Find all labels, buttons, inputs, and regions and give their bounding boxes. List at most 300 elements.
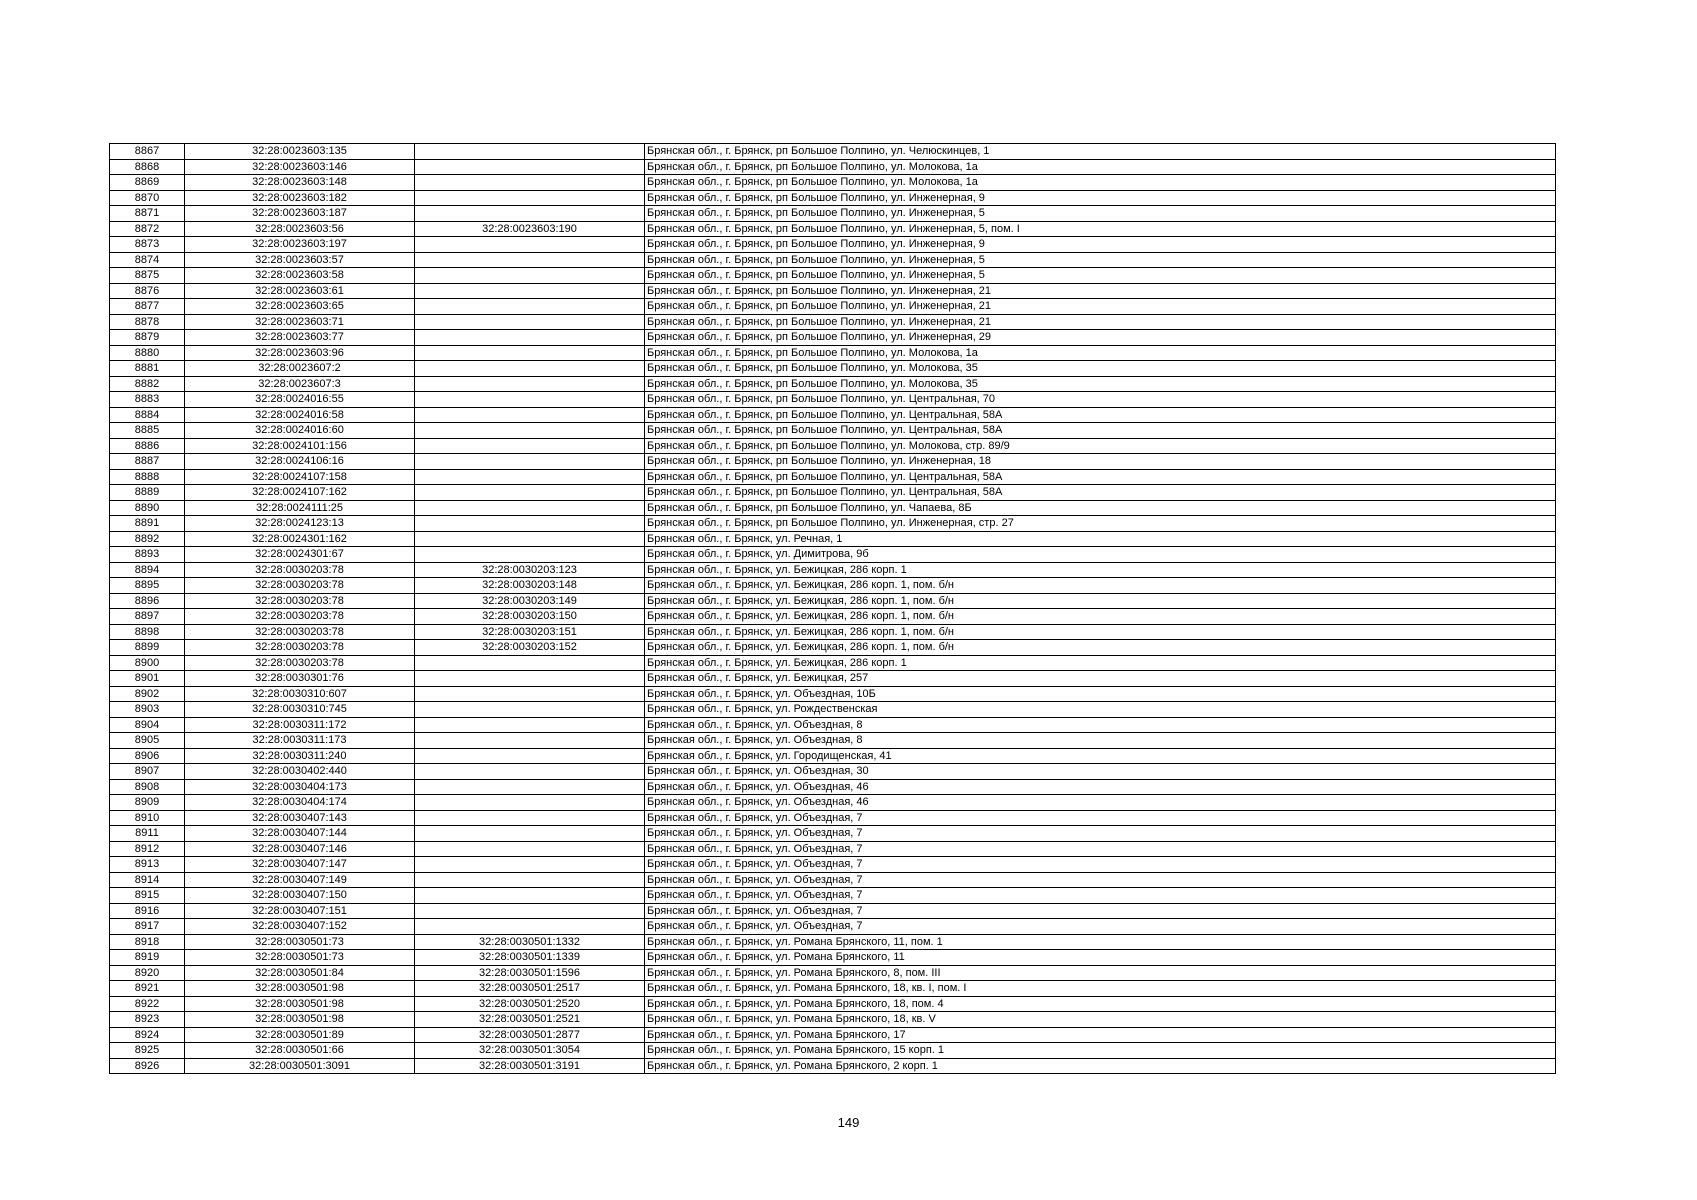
row-number-cell: 8897 [110,609,185,625]
table-row [110,1027,1556,1043]
table-row [110,903,1556,919]
related-cadastral-number-cell: 32:28:0030501:1332 [415,934,645,950]
row-number-cell: 8922 [110,996,185,1012]
cadastral-number-cell: 32:28:0030203:78 [185,578,415,594]
related-cadastral-number-cell [415,206,645,222]
address-cell: Брянская обл., г. Брянск, ул. Бежицкая, 286 корп. 1 [645,655,1556,671]
address-cell: Брянская обл., г. Брянск, ул. Бежицкая, 286 корп. 1, пом. б/н [645,578,1556,594]
table-row [110,283,1556,299]
cadastral-number-cell: 32:28:0030203:78 [185,609,415,625]
cadastral-number-cell: 32:28:0024107:158 [185,469,415,485]
address-cell: Брянская обл., г. Брянск, ул. Объездная, 46 [645,779,1556,795]
related-cadastral-number-cell [415,919,645,935]
related-cadastral-number-cell [415,717,645,733]
table-row [110,1043,1556,1059]
address-cell: Брянская обл., г. Брянск, рп Большое Полпино, ул. Инженерная, 29 [645,330,1556,346]
cadastral-number-cell: 32:28:0030407:146 [185,841,415,857]
table-row [110,500,1556,516]
row-number-cell: 8911 [110,826,185,842]
address-cell: Брянская обл., г. Брянск, ул. Объездная, 7 [645,857,1556,873]
row-number-cell: 8895 [110,578,185,594]
row-number-cell: 8918 [110,934,185,950]
related-cadastral-number-cell [415,872,645,888]
cadastral-number-cell: 32:28:0030407:143 [185,810,415,826]
cadastral-number-cell: 32:28:0023603:197 [185,237,415,253]
table-row [110,686,1556,702]
row-number-cell: 8875 [110,268,185,284]
related-cadastral-number-cell [415,268,645,284]
related-cadastral-number-cell [415,810,645,826]
address-cell: Брянская обл., г. Брянск, ул. Димитрова, 9б [645,547,1556,563]
address-cell: Брянская обл., г. Брянск, ул. Объездная, 46 [645,795,1556,811]
table-row [110,624,1556,640]
row-number-cell: 8874 [110,252,185,268]
address-cell: Брянская обл., г. Брянск, ул. Романа Брянского, 11, пом. 1 [645,934,1556,950]
table-row [110,485,1556,501]
address-cell: Брянская обл., г. Брянск, рп Большое Полпино, ул. Центральная, 58А [645,407,1556,423]
address-cell: Брянская обл., г. Брянск, рп Большое Полпино, ул. Инженерная, 9 [645,190,1556,206]
table-row [110,981,1556,997]
related-cadastral-number-cell [415,144,645,160]
cadastral-number-cell: 32:28:0030501:84 [185,965,415,981]
cadastral-number-cell: 32:28:0023603:56 [185,221,415,237]
row-number-cell: 8910 [110,810,185,826]
related-cadastral-number-cell [415,826,645,842]
row-number-cell: 8920 [110,965,185,981]
table-row [110,175,1556,191]
related-cadastral-number-cell [415,407,645,423]
row-number-cell: 8903 [110,702,185,718]
related-cadastral-number-cell [415,423,645,439]
row-number-cell: 8900 [110,655,185,671]
table-row [110,702,1556,718]
related-cadastral-number-cell [415,655,645,671]
row-number-cell: 8872 [110,221,185,237]
cadastral-number-cell: 32:28:0030407:144 [185,826,415,842]
address-cell: Брянская обл., г. Брянск, ул. Романа Брянского, 2 корп. 1 [645,1058,1556,1074]
address-cell: Брянская обл., г. Брянск, ул. Бежицкая, 286 корп. 1, пом. б/н [645,609,1556,625]
table-row [110,888,1556,904]
address-cell: Брянская обл., г. Брянск, ул. Объездная, 8 [645,733,1556,749]
cadastral-number-cell: 32:28:0030501:66 [185,1043,415,1059]
related-cadastral-number-cell [415,159,645,175]
related-cadastral-number-cell: 32:28:0030501:3054 [415,1043,645,1059]
cadastral-number-cell: 32:28:0030203:78 [185,624,415,640]
cadastral-number-cell: 32:28:0030407:149 [185,872,415,888]
cadastral-number-cell: 32:28:0024016:55 [185,392,415,408]
row-number-cell: 8906 [110,748,185,764]
table-row [110,764,1556,780]
related-cadastral-number-cell [415,671,645,687]
table-row [110,438,1556,454]
address-cell: Брянская обл., г. Брянск, рп Большое Полпино, ул. Центральная, 70 [645,392,1556,408]
row-number-cell: 8880 [110,345,185,361]
address-cell: Брянская обл., г. Брянск, рп Большое Полпино, ул. Инженерная, 9 [645,237,1556,253]
related-cadastral-number-cell: 32:28:0030501:1339 [415,950,645,966]
related-cadastral-number-cell [415,733,645,749]
related-cadastral-number-cell: 32:28:0030203:152 [415,640,645,656]
related-cadastral-number-cell [415,841,645,857]
address-cell: Брянская обл., г. Брянск, рп Большое Полпино, ул. Инженерная, 5, пом. I [645,221,1556,237]
row-number-cell: 8915 [110,888,185,904]
related-cadastral-number-cell [415,702,645,718]
table-row [110,655,1556,671]
table-row [110,454,1556,470]
cadastral-number-cell: 32:28:0023603:65 [185,299,415,315]
row-number-cell: 8891 [110,516,185,532]
related-cadastral-number-cell [415,190,645,206]
table-row [110,392,1556,408]
row-number-cell: 8901 [110,671,185,687]
address-cell: Брянская обл., г. Брянск, ул. Объездная, 7 [645,810,1556,826]
row-number-cell: 8884 [110,407,185,423]
row-number-cell: 8908 [110,779,185,795]
address-cell: Брянская обл., г. Брянск, рп Большое Полпино, ул. Центральная, 58А [645,485,1556,501]
cadastral-number-cell: 32:28:0030203:78 [185,562,415,578]
cadastral-number-cell: 32:28:0024301:67 [185,547,415,563]
row-number-cell: 8889 [110,485,185,501]
address-cell: Брянская обл., г. Брянск, ул. Романа Брянского, 17 [645,1027,1556,1043]
address-cell: Брянская обл., г. Брянск, ул. Романа Брянского, 11 [645,950,1556,966]
cadastral-number-cell: 32:28:0023603:58 [185,268,415,284]
address-cell: Брянская обл., г. Брянск, рп Большое Полпино, ул. Инженерная, 21 [645,299,1556,315]
address-cell: Брянская обл., г. Брянск, рп Большое Полпино, ул. Инженерная, 21 [645,283,1556,299]
related-cadastral-number-cell [415,376,645,392]
related-cadastral-number-cell [415,888,645,904]
related-cadastral-number-cell: 32:28:0030501:2521 [415,1012,645,1028]
table-row [110,996,1556,1012]
cadastral-number-cell: 32:28:0023607:2 [185,361,415,377]
table-row [110,144,1556,160]
row-number-cell: 8907 [110,764,185,780]
cadastral-number-cell: 32:28:0030203:78 [185,593,415,609]
address-cell: Брянская обл., г. Брянск, рп Большое Полпино, ул. Центральная, 58А [645,423,1556,439]
address-cell: Брянская обл., г. Брянск, рп Большое Полпино, ул. Челюскинцев, 1 [645,144,1556,160]
table-row [110,1012,1556,1028]
cadastral-number-cell: 32:28:0030203:78 [185,640,415,656]
table-row [110,531,1556,547]
related-cadastral-number-cell [415,547,645,563]
cadastral-number-cell: 32:28:0030402:440 [185,764,415,780]
row-number-cell: 8914 [110,872,185,888]
address-cell: Брянская обл., г. Брянск, рп Большое Полпино, ул. Молокова, 1а [645,345,1556,361]
cadastral-number-cell: 32:28:0030501:98 [185,981,415,997]
table-row [110,469,1556,485]
table-row [110,1058,1556,1074]
row-number-cell: 8923 [110,1012,185,1028]
related-cadastral-number-cell [415,795,645,811]
row-number-cell: 8887 [110,454,185,470]
cadastral-number-cell: 32:28:0023603:135 [185,144,415,160]
row-number-cell: 8886 [110,438,185,454]
cadastral-number-cell: 32:28:0030310:607 [185,686,415,702]
table-row [110,919,1556,935]
table-body [110,144,1556,1074]
row-number-cell: 8926 [110,1058,185,1074]
table-row [110,314,1556,330]
cadastral-number-cell: 32:28:0024107:162 [185,485,415,501]
row-number-cell: 8919 [110,950,185,966]
cadastral-number-cell: 32:28:0030407:150 [185,888,415,904]
related-cadastral-number-cell: 32:28:0030501:2877 [415,1027,645,1043]
related-cadastral-number-cell [415,516,645,532]
table-row [110,547,1556,563]
table-row [110,826,1556,842]
address-cell: Брянская обл., г. Брянск, ул. Бежицкая, 257 [645,671,1556,687]
row-number-cell: 8883 [110,392,185,408]
cadastral-number-cell: 32:28:0023603:187 [185,206,415,222]
address-cell: Брянская обл., г. Брянск, ул. Романа Брянского, 18, кв. V [645,1012,1556,1028]
address-cell: Брянская обл., г. Брянск, рп Большое Полпино, ул. Инженерная, 18 [645,454,1556,470]
related-cadastral-number-cell: 32:28:0030501:2517 [415,981,645,997]
row-number-cell: 8876 [110,283,185,299]
related-cadastral-number-cell [415,299,645,315]
address-cell: Брянская обл., г. Брянск, рп Большое Полпино, ул. Молокова, 35 [645,376,1556,392]
cadastral-number-cell: 32:28:0024101:156 [185,438,415,454]
cadastral-number-cell: 32:28:0024016:58 [185,407,415,423]
address-cell: Брянская обл., г. Брянск, ул. Объездная, 7 [645,919,1556,935]
row-number-cell: 8881 [110,361,185,377]
table-row [110,423,1556,439]
table-row [110,779,1556,795]
address-cell: Брянская обл., г. Брянск, рп Большое Полпино, ул. Центральная, 58А [645,469,1556,485]
table-row [110,717,1556,733]
related-cadastral-number-cell [415,330,645,346]
address-cell: Брянская обл., г. Брянск, рп Большое Полпино, ул. Молокова, 1а [645,175,1556,191]
cadastral-number-cell: 32:28:0024106:16 [185,454,415,470]
cadastral-number-cell: 32:28:0030501:73 [185,934,415,950]
row-number-cell: 8905 [110,733,185,749]
cadastral-number-cell: 32:28:0030203:78 [185,655,415,671]
table-row [110,609,1556,625]
cadastral-number-cell: 32:28:0030407:147 [185,857,415,873]
row-number-cell: 8888 [110,469,185,485]
cadastral-number-cell: 32:28:0023603:148 [185,175,415,191]
table-row [110,950,1556,966]
table-row [110,841,1556,857]
address-cell: Брянская обл., г. Брянск, ул. Романа Брянского, 15 корп. 1 [645,1043,1556,1059]
cadastral-number-cell: 32:28:0030501:98 [185,1012,415,1028]
table-row [110,857,1556,873]
related-cadastral-number-cell: 32:28:0030203:123 [415,562,645,578]
address-cell: Брянская обл., г. Брянск, ул. Романа Брянского, 18, кв. I, пом. I [645,981,1556,997]
related-cadastral-number-cell [415,500,645,516]
address-cell: Брянская обл., г. Брянск, ул. Объездная, 10Б [645,686,1556,702]
cadastral-number-cell: 32:28:0030310:745 [185,702,415,718]
address-cell: Брянская обл., г. Брянск, рп Большое Полпино, ул. Инженерная, стр. 27 [645,516,1556,532]
table-row [110,237,1556,253]
cadastral-number-cell: 32:28:0030501:98 [185,996,415,1012]
row-number-cell: 8867 [110,144,185,160]
table-row [110,733,1556,749]
address-cell: Брянская обл., г. Брянск, рп Большое Полпино, ул. Молокова, 35 [645,361,1556,377]
address-cell: Брянская обл., г. Брянск, ул. Бежицкая, 286 корп. 1 [645,562,1556,578]
address-cell: Брянская обл., г. Брянск, ул. Объездная, 30 [645,764,1556,780]
table-row [110,934,1556,950]
table-row [110,221,1556,237]
related-cadastral-number-cell [415,485,645,501]
address-cell: Брянская обл., г. Брянск, ул. Городищенская, 41 [645,748,1556,764]
related-cadastral-number-cell: 32:28:0030501:2520 [415,996,645,1012]
table-row [110,330,1556,346]
table-row [110,640,1556,656]
cadastral-number-cell: 32:28:0024123:13 [185,516,415,532]
address-cell: Брянская обл., г. Брянск, ул. Романа Брянского, 18, пом. 4 [645,996,1556,1012]
table-row [110,671,1556,687]
row-number-cell: 8925 [110,1043,185,1059]
row-number-cell: 8916 [110,903,185,919]
address-cell: Брянская обл., г. Брянск, рп Большое Полпино, ул. Инженерная, 5 [645,206,1556,222]
table-row [110,159,1556,175]
table-row [110,206,1556,222]
address-cell: Брянская обл., г. Брянск, рп Большое Полпино, ул. Чапаева, 8Б [645,500,1556,516]
address-cell: Брянская обл., г. Брянск, ул. Бежицкая, 286 корп. 1, пом. б/н [645,624,1556,640]
table-row [110,345,1556,361]
row-number-cell: 8877 [110,299,185,315]
table-row [110,190,1556,206]
address-cell: Брянская обл., г. Брянск, ул. Объездная, 7 [645,841,1556,857]
address-cell: Брянская обл., г. Брянск, ул. Объездная, 7 [645,903,1556,919]
cadastral-number-cell: 32:28:0023603:77 [185,330,415,346]
row-number-cell: 8894 [110,562,185,578]
table-row [110,795,1556,811]
cadastral-number-cell: 32:28:0030311:173 [185,733,415,749]
cadastral-number-cell: 32:28:0023603:146 [185,159,415,175]
table-row [110,965,1556,981]
table-row [110,407,1556,423]
related-cadastral-number-cell [415,175,645,191]
related-cadastral-number-cell: 32:28:0030203:151 [415,624,645,640]
cadastral-number-cell: 32:28:0024111:25 [185,500,415,516]
table-row [110,593,1556,609]
related-cadastral-number-cell [415,469,645,485]
table-row [110,516,1556,532]
row-number-cell: 8873 [110,237,185,253]
row-number-cell: 8882 [110,376,185,392]
row-number-cell: 8917 [110,919,185,935]
address-cell: Брянская обл., г. Брянск, рп Большое Полпино, ул. Инженерная, 21 [645,314,1556,330]
related-cadastral-number-cell: 32:28:0030203:150 [415,609,645,625]
row-number-cell: 8870 [110,190,185,206]
cadastral-number-cell: 32:28:0023603:182 [185,190,415,206]
table-row [110,872,1556,888]
row-number-cell: 8902 [110,686,185,702]
row-number-cell: 8893 [110,547,185,563]
cadastral-number-cell: 32:28:0023603:96 [185,345,415,361]
related-cadastral-number-cell [415,686,645,702]
row-number-cell: 8890 [110,500,185,516]
related-cadastral-number-cell [415,361,645,377]
address-cell: Брянская обл., г. Брянск, ул. Объездная, 7 [645,888,1556,904]
row-number-cell: 8879 [110,330,185,346]
address-cell: Брянская обл., г. Брянск, рп Большое Полпино, ул. Молокова, 1а [645,159,1556,175]
related-cadastral-number-cell [415,764,645,780]
address-cell: Брянская обл., г. Брянск, ул. Объездная, 7 [645,872,1556,888]
cadastral-number-cell: 32:28:0023603:61 [185,283,415,299]
cadastral-number-cell: 32:28:0023603:71 [185,314,415,330]
related-cadastral-number-cell [415,345,645,361]
address-cell: Брянская обл., г. Брянск, рп Большое Полпино, ул. Молокова, стр. 89/9 [645,438,1556,454]
address-cell: Брянская обл., г. Брянск, ул. Рождественская [645,702,1556,718]
address-cell: Брянская обл., г. Брянск, ул. Бежицкая, 286 корп. 1, пом. б/н [645,640,1556,656]
table-row [110,562,1556,578]
table-row [110,252,1556,268]
property-table [109,143,1556,1074]
cadastral-number-cell: 32:28:0030501:89 [185,1027,415,1043]
address-cell: Брянская обл., г. Брянск, ул. Объездная, 8 [645,717,1556,733]
row-number-cell: 8898 [110,624,185,640]
related-cadastral-number-cell [415,237,645,253]
related-cadastral-number-cell: 32:28:0030203:149 [415,593,645,609]
row-number-cell: 8909 [110,795,185,811]
cadastral-number-cell: 32:28:0030501:3091 [185,1058,415,1074]
row-number-cell: 8912 [110,841,185,857]
table-row [110,810,1556,826]
cadastral-number-cell: 32:28:0030404:173 [185,779,415,795]
cadastral-number-cell: 32:28:0024301:162 [185,531,415,547]
related-cadastral-number-cell [415,779,645,795]
table-row [110,361,1556,377]
address-cell: Брянская обл., г. Брянск, рп Большое Полпино, ул. Инженерная, 5 [645,252,1556,268]
cadastral-number-cell: 32:28:0030404:174 [185,795,415,811]
address-cell: Брянская обл., г. Брянск, ул. Бежицкая, 286 корп. 1, пом. б/н [645,593,1556,609]
row-number-cell: 8885 [110,423,185,439]
cadastral-number-cell: 32:28:0023603:57 [185,252,415,268]
cadastral-number-cell: 32:28:0030407:151 [185,903,415,919]
related-cadastral-number-cell [415,252,645,268]
related-cadastral-number-cell [415,454,645,470]
address-cell: Брянская обл., г. Брянск, ул. Романа Брянского, 8, пом. III [645,965,1556,981]
table-row [110,376,1556,392]
related-cadastral-number-cell [415,392,645,408]
address-cell: Брянская обл., г. Брянск, ул. Речная, 1 [645,531,1556,547]
table-row [110,299,1556,315]
related-cadastral-number-cell: 32:28:0030501:3191 [415,1058,645,1074]
row-number-cell: 8913 [110,857,185,873]
cadastral-number-cell: 32:28:0030407:152 [185,919,415,935]
row-number-cell: 8871 [110,206,185,222]
cadastral-number-cell: 32:28:0030501:73 [185,950,415,966]
related-cadastral-number-cell: 32:28:0030203:148 [415,578,645,594]
row-number-cell: 8921 [110,981,185,997]
cadastral-number-cell: 32:28:0030311:172 [185,717,415,733]
row-number-cell: 8868 [110,159,185,175]
related-cadastral-number-cell [415,857,645,873]
related-cadastral-number-cell [415,283,645,299]
row-number-cell: 8892 [110,531,185,547]
related-cadastral-number-cell [415,438,645,454]
address-cell: Брянская обл., г. Брянск, ул. Объездная, 7 [645,826,1556,842]
related-cadastral-number-cell: 32:28:0030501:1596 [415,965,645,981]
related-cadastral-number-cell [415,531,645,547]
cadastral-number-cell: 32:28:0023607:3 [185,376,415,392]
related-cadastral-number-cell: 32:28:0023603:190 [415,221,645,237]
related-cadastral-number-cell [415,314,645,330]
table-row [110,268,1556,284]
related-cadastral-number-cell [415,748,645,764]
row-number-cell: 8899 [110,640,185,656]
address-cell: Брянская обл., г. Брянск, рп Большое Полпино, ул. Инженерная, 5 [645,268,1556,284]
row-number-cell: 8924 [110,1027,185,1043]
cadastral-number-cell: 32:28:0030311:240 [185,748,415,764]
cadastral-number-cell: 32:28:0024016:60 [185,423,415,439]
page-number: 149 [837,1115,860,1130]
row-number-cell: 8904 [110,717,185,733]
row-number-cell: 8896 [110,593,185,609]
table-row [110,578,1556,594]
row-number-cell: 8878 [110,314,185,330]
table-row [110,748,1556,764]
